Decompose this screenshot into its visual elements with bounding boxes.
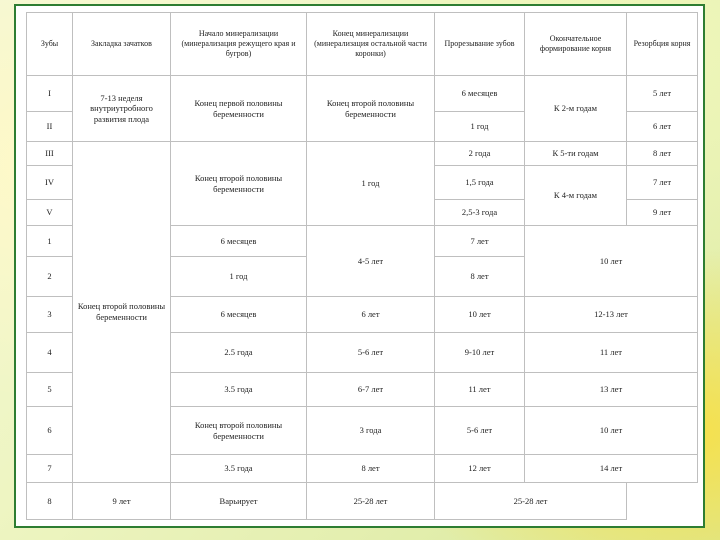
tooth-label: 4	[27, 333, 73, 373]
tooth-label: IV	[27, 166, 73, 200]
bud-cell: 7-13 неделя внутриутробного развития плода	[73, 76, 171, 142]
header-min-start: Начало минерализации (минерализация режущего края и бугров)	[171, 13, 307, 76]
root-formation-cell: К 2-м годам	[525, 76, 627, 142]
root-formation-cell: 11 лет	[525, 333, 698, 373]
min-start-cell: 2.5 года	[171, 333, 307, 373]
header-root-resorption: Резорбция корня	[627, 13, 698, 76]
tooth-label: V	[27, 200, 73, 226]
eruption-cell: 9-10 лет	[435, 333, 525, 373]
resorption-cell: 8 лет	[627, 142, 698, 166]
root-formation-cell: К 4-м годам	[525, 166, 627, 226]
resorption-cell: 6 лет	[627, 112, 698, 142]
resorption-cell: 5 лет	[627, 76, 698, 112]
min-start-cell: 6 месяцев	[171, 226, 307, 257]
root-formation-cell: 12-13 лет	[525, 297, 698, 333]
table-row	[27, 76, 698, 112]
root-formation-cell: К 5-ти годам	[525, 142, 627, 166]
min-end-cell: 4-5 лет	[307, 226, 435, 297]
min-end-cell: 1 год	[307, 142, 435, 226]
min-start-cell: 3.5 года	[171, 373, 307, 407]
header-teeth: Зубы	[27, 13, 73, 76]
tooth-label: II	[27, 112, 73, 142]
eruption-cell: 6 месяцев	[435, 76, 525, 112]
root-formation-cell: 25-28 лет	[435, 483, 627, 520]
min-end-cell: 6-7 лет	[307, 373, 435, 407]
eruption-cell: 10 лет	[435, 297, 525, 333]
tooth-label: I	[27, 76, 73, 112]
min-start-cell: 3.5 года	[171, 455, 307, 483]
tooth-label: 2	[27, 257, 73, 297]
tooth-label: 7	[27, 455, 73, 483]
eruption-cell: 7 лет	[435, 226, 525, 257]
header-row	[27, 13, 698, 76]
min-end-cell: 3 года	[307, 407, 435, 455]
root-formation-cell: 10 лет	[525, 226, 698, 297]
eruption-cell: 2,5-3 года	[435, 200, 525, 226]
tooth-label: III	[27, 142, 73, 166]
tooth-label: 6	[27, 407, 73, 455]
table-row	[27, 142, 698, 166]
min-end-cell: Конец второй половины беременности	[307, 76, 435, 142]
eruption-cell: 12 лет	[435, 455, 525, 483]
tooth-label: 3	[27, 297, 73, 333]
bud-cell: Конец второй половины беременности	[73, 142, 171, 483]
slide-frame	[14, 4, 705, 528]
min-start-cell: 1 год	[171, 257, 307, 297]
header-eruption: Прорезывание зубов	[435, 13, 525, 76]
tooth-label: 5	[27, 373, 73, 407]
min-start-cell: 6 месяцев	[171, 297, 307, 333]
min-end-cell: Варьирует	[171, 483, 307, 520]
teeth-development-table	[26, 12, 698, 520]
resorption-cell: 9 лет	[627, 200, 698, 226]
min-start-cell: Конец второй половины беременности	[171, 407, 307, 455]
min-end-cell: 8 лет	[307, 455, 435, 483]
eruption-cell: 11 лет	[435, 373, 525, 407]
min-end-cell: 5-6 лет	[307, 333, 435, 373]
min-start-cell: 9 лет	[73, 483, 171, 520]
eruption-cell: 2 года	[435, 142, 525, 166]
eruption-cell: 8 лет	[435, 257, 525, 297]
min-start-cell: Конец второй половины беременности	[171, 142, 307, 226]
header-root-formation: Окончательное формирование корня	[525, 13, 627, 76]
eruption-cell: 1 год	[435, 112, 525, 142]
tooth-label: 8	[27, 483, 73, 520]
header-bud: Закладка зачатков	[73, 13, 171, 76]
root-formation-cell: 14 лет	[525, 455, 698, 483]
tooth-label: 1	[27, 226, 73, 257]
eruption-cell: 1,5 года	[435, 166, 525, 200]
root-formation-cell: 10 лет	[525, 407, 698, 455]
eruption-cell: 5-6 лет	[435, 407, 525, 455]
eruption-cell: 25-28 лет	[307, 483, 435, 520]
header-min-end: Конец минерализации (минерализация остальной части коронки)	[307, 13, 435, 76]
table-row	[27, 483, 698, 520]
root-formation-cell: 13 лет	[525, 373, 698, 407]
min-end-cell: 6 лет	[307, 297, 435, 333]
resorption-cell: 7 лет	[627, 166, 698, 200]
min-start-cell: Конец первой половины беременности	[171, 76, 307, 142]
